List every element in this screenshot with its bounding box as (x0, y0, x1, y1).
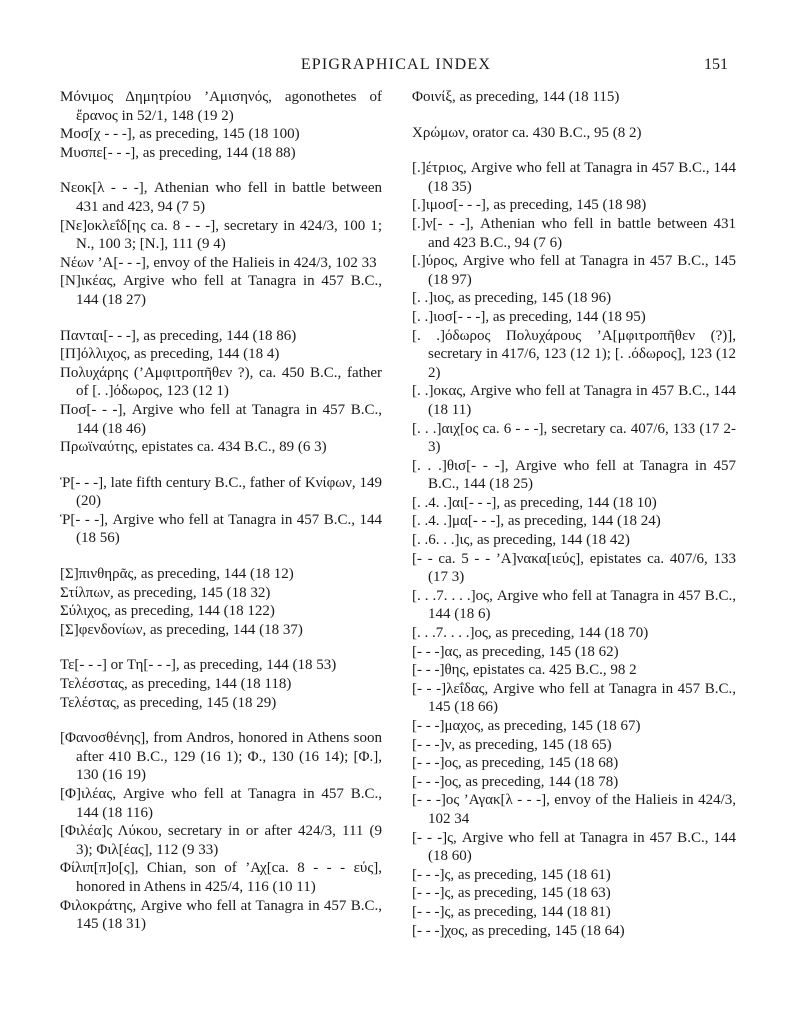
index-entry: [. .6. . .]ις, as preceding, 144 (18 42) (412, 532, 630, 549)
index-entry: [Φιλέα]ς Λύκου, secretary in or after 424/3, 111 (9 3); Φιλ[έας], 112 (9 33) (60, 823, 382, 858)
index-entry: [- - -]ος ’Αγακ[λ - - -], envoy of the Halieis in 424/3, 102 34 (412, 792, 736, 827)
index-entry: Ποσ[- - -], Argive who fell at Tanagra in 457 B.C., 144 (18 46) (60, 401, 382, 437)
index-entry: Σύλιχος, as preceding, 144 (18 122) (60, 603, 275, 620)
index-entry: [- - -]ς, as preceding, 145 (18 63) (412, 885, 611, 902)
index-entry: [- - -]χος, as preceding, 145 (18 64) (412, 922, 625, 939)
index-entry: [. . .]αιχ[ος ca. 6 - - -], secretary ca. 407/6, 133 (17 2-3) (412, 420, 736, 456)
index-entry: [. . .]θισ[- - -], Argive who fell at Tanagra in 457 B.C., 144 (18 25) (412, 457, 736, 493)
index-entry: [. .]ιος, as preceding, 145 (18 96) (412, 290, 612, 307)
index-entry: [.]ιμοσ[- - -], as preceding, 145 (18 98) (412, 197, 647, 214)
index-entry: [. . .7. . . .]ος, Argive who fell at Tanagra in 457 B.C., 144 (18 6) (412, 587, 736, 623)
right-column (412, 88, 736, 940)
index-entry: Ῥ[- - -], late fifth century B.C., father of Κνίφων, 149 (20) (60, 474, 382, 510)
index-entry: Μόνιμος Δημητρίου ’Αμισηνός, agonothetes of ἔρανος in 52/1, 148 (19 2) (60, 89, 382, 124)
index-entry: [- - -]ος, as preceding, 144 (18 78) (412, 773, 619, 790)
index-entry: Μυσπε[- - -], as preceding, 144 (18 88) (60, 144, 296, 161)
index-entry: Νεοκ[λ - - -], Athenian who fell in battle between 431 and 423, 94 (7 5) (60, 180, 382, 215)
index-entry: [. .4. .]μα[- - -], as preceding, 144 (18 24) (412, 513, 661, 530)
index-entry: [- - -]ος, as preceding, 145 (18 68) (412, 755, 619, 772)
page-number: 151 (704, 56, 728, 73)
index-entry: [- - -]ας, as preceding, 145 (18 62) (412, 643, 619, 660)
index-entry: Πανται[- - -], as preceding, 144 (18 86) (60, 327, 297, 344)
index-entry: [Φανοσθένης], from Andros, honored in Athens soon after 410 B.C., 129 (16 1); Φ., 130 (16 14); [Φ.], 130 (16 19) (60, 730, 382, 784)
index-entry: [- - -]θης, epistates ca. 425 B.C., 98 2 (412, 662, 637, 679)
index-entry: Χρώμων, orator ca. 430 B.C., 95 (8 2) (412, 124, 642, 141)
index-entry: [- - ca. 5 - - ’Α]νακα[ιεύς], epistates ca. 407/6, 133 (17 3) (412, 550, 736, 586)
index-entry: [Π]όλλιχος, as preceding, 144 (18 4) (60, 346, 280, 363)
index-entry: [.]ύρος, Argive who fell at Tanagra in 457 B.C., 145 (18 97) (412, 253, 736, 288)
running-head (0, 56, 792, 80)
index-entry: Τε[- - -] or Τη[- - -], as preceding, 144 (18 53) (60, 657, 337, 674)
index-entry: [Νε]οκλεΐδ[ης ca. 8 - - -], secretary in 424/3, 100 1; Ν., 100 3; [Ν.], 111 (9 4) (60, 217, 382, 253)
index-entry: [.]έτριος, Argive who fell at Tanagra in 457 B.C., 144 (18 35) (412, 160, 736, 195)
index-entry: [Φ]ιλέας, Argive who fell at Tanagra in 457 B.C., 144 (18 116) (60, 786, 382, 821)
index-entry: [.]ν[- - -], Athenian who fell in battle between 431 and 423 B.C., 94 (7 6) (412, 215, 736, 251)
index-entry: Νέων ’Α[- - -], envoy of the Halieis in 424/3, 102 33 (60, 254, 377, 271)
index-entry: Τελέσστας, as preceding, 144 (18 118) (60, 676, 292, 693)
index-entry: [- - -]ς, as preceding, 144 (18 81) (412, 903, 611, 920)
running-title: EPIGRAPHICAL INDEX (300, 56, 492, 73)
index-entry: Μοσ[χ - - -], as preceding, 145 (18 100) (60, 126, 300, 143)
index-entry: Στίλπων, as preceding, 145 (18 32) (60, 584, 271, 601)
index-entry: [. . .7. . . .]ος, as preceding, 144 (18 70) (412, 625, 649, 642)
index-entry: [. .4. .]αι[- - -], as preceding, 144 (18 10) (412, 494, 657, 511)
index-entry: [- - -]λεΐδας, Argive who fell at Tanagra in 457 B.C., 145 (18 66) (412, 680, 736, 716)
index-entry: Τελέστας, as preceding, 145 (18 29) (60, 694, 277, 711)
index-entry: [- - -]ς, as preceding, 145 (18 61) (412, 866, 611, 883)
index-entry: Πολυχάρης (’Αμφιτροπῆθεν ?), ca. 450 B.C., father of [. .]όδωρος, 123 (12 1) (60, 364, 382, 400)
index-entry: Φίλιπ[π]ο[ς], Chian, son of ’Αχ[ca. 8 - - - εύς], honored in Athens in 425/4, 116 (10 11) (60, 860, 382, 895)
index-entry: [- - -]ς, Argive who fell at Tanagra in 457 B.C., 144 (18 60) (412, 829, 736, 865)
index-entry: Φιλοκράτης, Argive who fell at Tanagra in 457 B.C., 145 (18 31) (60, 897, 382, 933)
left-column (60, 88, 382, 934)
index-entry: Πρωϊναύτης, epistates ca. 434 B.C., 89 (6 3) (60, 439, 327, 456)
index-entry: Φοινίξ, as preceding, 144 (18 115) (412, 89, 620, 105)
index-entry: [Σ]φενδονίων, as preceding, 144 (18 37) (60, 621, 303, 638)
index-entry: [. .]όδωρος Πολυχάρους ’Α[μφιτροπῆθεν (?)], secretary in 417/6, 123 (12 1); [. .όδωρος], 123 (12 2) (412, 327, 736, 381)
index-entry: [. .]οκας, Argive who fell at Tanagra in 457 B.C., 144 (18 11) (412, 383, 736, 418)
index-entry: [- - -]μαχος, as preceding, 145 (18 67) (412, 718, 641, 734)
index-entry: [Ν]ικέας, Argive who fell at Tanagra in 457 B.C., 144 (18 27) (60, 273, 382, 308)
index-entry: [- - -]ν, as preceding, 145 (18 65) (412, 736, 612, 753)
index-entry: [Σ]πινθηρᾶς, as preceding, 144 (18 12) (60, 566, 294, 583)
index-entry: [. .]ιοσ[- - -], as preceding, 144 (18 95) (412, 308, 646, 325)
index-entry: Ῥ[- - -], Argive who fell at Tanagra in 457 B.C., 144 (18 56) (60, 511, 382, 547)
